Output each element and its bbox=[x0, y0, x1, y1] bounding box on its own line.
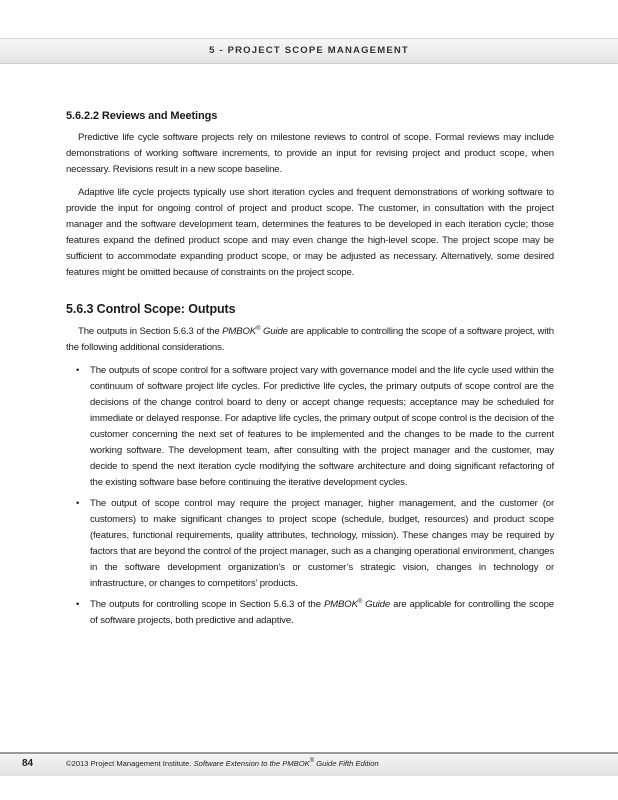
paragraph-outputs-intro: The outputs in Section 5.6.3 of the PMBOK® Guide are applicable to controlling the scope of a software project, with the following additional considerations. bbox=[66, 326, 554, 353]
outputs-bullet-list bbox=[66, 363, 554, 629]
page-number: 84 bbox=[22, 758, 34, 769]
list-item: • The outputs for controlling scope in Section 5.6.3 of the PMBOK® Guide are applicable for controlling the scope of software projects, both predictive and adaptive. bbox=[76, 599, 554, 626]
list-item: • The output of scope control may require the project manager, higher management, and the customer (or customers) to make significant changes to project scope (schedule, budget, resources) and product scope (features, functional requirements, quality attributes, technology, mission). These changes may be required by factors that are beyond the control of the project manager, such as a changing operational environment, changes in the software development organization’s or customer’s strategic vision, changes in technology or infrastructure, or changes to competitors’ products. bbox=[76, 498, 554, 589]
bullet-icon: • bbox=[76, 599, 80, 610]
bullet-icon: • bbox=[76, 365, 80, 376]
running-header: 5 - PROJECT SCOPE MANAGEMENT bbox=[209, 45, 409, 56]
list-item: • The outputs of scope control for a software project vary with governance model and the life cycle used within the continuum of software project life cycles. For predictive life cycles, the primary outputs of scope control are the decisions of the change control board to deny or accept change requests; acceptance may be scheduled for immediate or delayed response. For adaptive life cycles, the primary output of scope control is the decision of the customer concerning the next set of features to be implemented and the changes to be made to the current working software. The development team, after consulting with the project manager and the customer, may decide to spend the next iteration cycle modifying the software architecture and doing significant refactoring of the existing software base before continuing the iterative development cycles. bbox=[76, 365, 554, 488]
section-heading: 5.6.3 Control Scope: Outputs bbox=[66, 302, 236, 316]
page-content bbox=[66, 108, 554, 634]
paragraph-adaptive-reviews: Adaptive life cycle projects typically use short iteration cycles and frequent demonstrations of working software to provide the input for ongoing control of project and product scope. The customer, in consultation with the project manager and the software development team, determines the features to be developed in each iteration cycle; those features expand the defined product scope and may even change the high-level scope. The project scope may be sufficient to accommodate expanding product scope, or may be adjusted as necessary. Alternatively, some desired features might be omitted because of constraints on the project scope. bbox=[66, 187, 554, 278]
copyright-notice: ©2013 Project Management Institute. Software Extension to the PMBOK® Guide Fifth Edition bbox=[66, 758, 379, 768]
bullet-icon: • bbox=[76, 498, 80, 509]
subsection-heading: 5.6.2.2 Reviews and Meetings bbox=[66, 110, 218, 122]
pmbok-guide-ref: PMBOK® Guide bbox=[323, 599, 391, 610]
paragraph-predictive-reviews: Predictive life cycle software projects rely on milestone reviews to control of scope. Formal reviews may include demonstrations of working software increments, to provide an input for revising project and product scope, when necessary. Revisions result in a new scope baseline. bbox=[66, 132, 554, 175]
pmbok-guide-ref: PMBOK® Guide bbox=[222, 326, 288, 337]
